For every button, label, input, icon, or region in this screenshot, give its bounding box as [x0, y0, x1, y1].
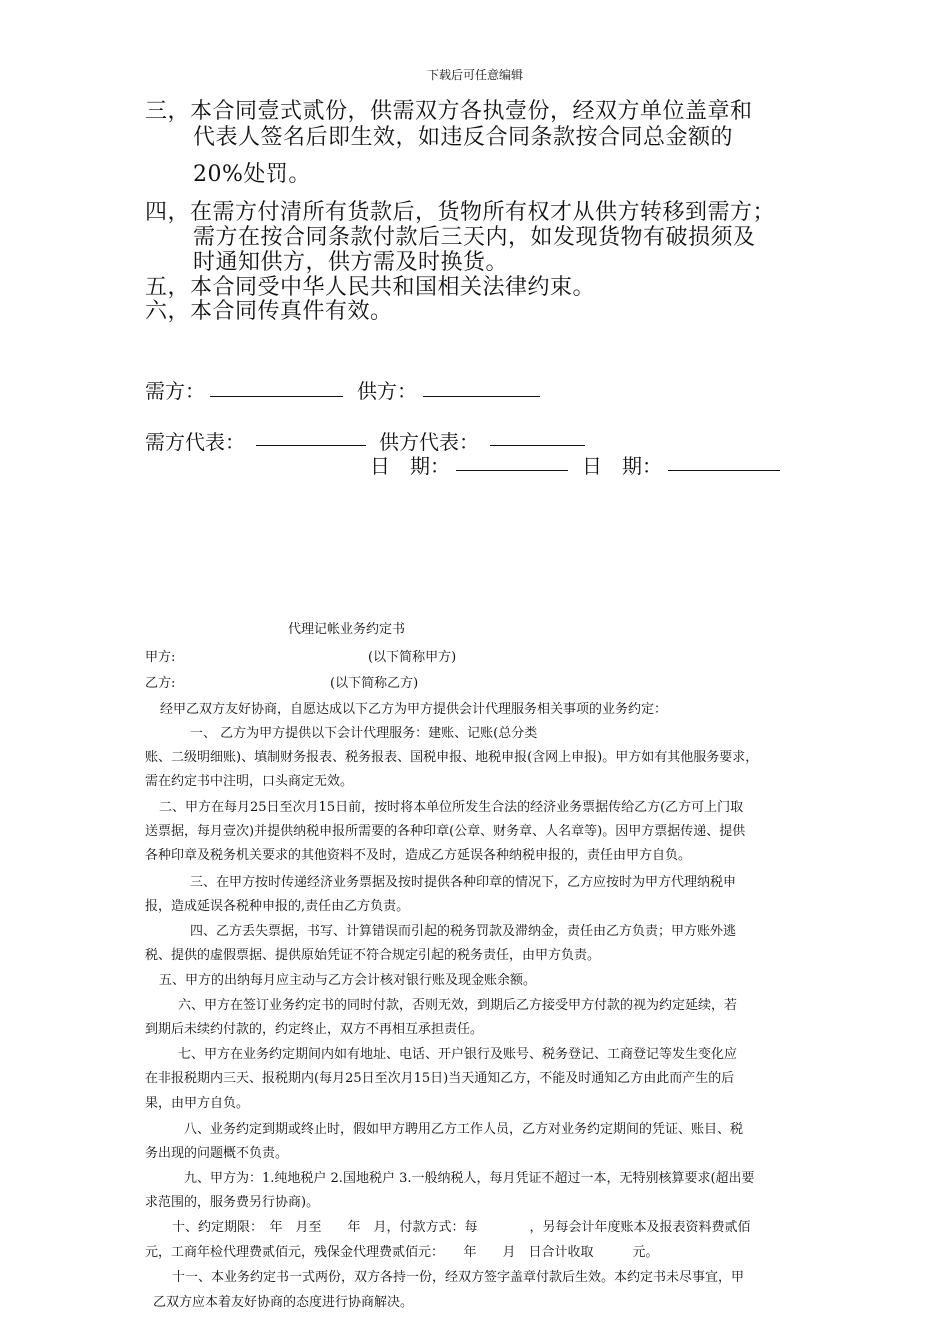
agreement-line: 元，工商年检代理费贰佰元，残保金代理费贰佰元： 年 月 日合计收取 元。	[145, 1245, 659, 1260]
buyer-label: 需方：	[145, 379, 205, 403]
agreement-line: 六、甲方在签订业务约定书的同时付款，否则无效，到期后乙方接受甲方付款的视为约定延续，若	[178, 998, 738, 1013]
agreement-line: 二、甲方在每月25日至次月15日前，按时将本单位所发生合法的经济业务票据传给乙方(乙方可上门取	[159, 800, 744, 815]
agreement-line: 十一、本业务约定书一式两份，双方各持一份，经双方签字盖章付款后生效。本约定书未尽事宜，甲	[172, 1270, 745, 1285]
clause-4-line-3: 时通知供方，供方需及时换货。	[193, 250, 509, 275]
clause-6: 六，本合同传真件有效。	[145, 299, 393, 324]
agreement-line: 九、甲方为：1.纯地税户 2.国地税户 3.一般纳税人，每月凭证不超过一本，无特别核算要求(超出要	[184, 1171, 755, 1186]
agreement-line: 乙双方应本着友好协商的态度进行协商解决。	[153, 1295, 414, 1310]
clause-3-line-3: 20%处罚。	[193, 162, 311, 187]
agreement-line: 求范围的，服务费另行协商)。	[145, 1195, 320, 1210]
party-b-note: (以下简称乙方)	[330, 676, 419, 691]
party-a-note: (以下简称甲方)	[368, 650, 457, 665]
agreement-line: 务出现的问题概不负责。	[145, 1146, 289, 1161]
agreement-line: 各种印章及税务机关要求的其他资料不及时，造成乙方延误各种纳税申报的，责任由甲方自负。	[145, 848, 692, 863]
date-label-1: 日 期：	[370, 454, 450, 478]
clause-4-line-1: 四，在需方付清所有货款后，货物所有权才从供方转移到需方；	[145, 200, 776, 225]
agreement-line: 税、提供的虚假票据、提供原始凭证不符合规定引起的税务责任，由甲方负责。	[145, 948, 601, 963]
page-header: 下载后可任意编辑	[426, 68, 523, 82]
agreement-line: 在非报税期内三天、报税期内(每月25日至次月15日)当天通知乙方，不能及时通知乙方由此而产生的后	[145, 1071, 735, 1086]
agreement-line: 果，由甲方自负。	[145, 1096, 250, 1111]
supplier-rep-label: 供方代表：	[379, 430, 479, 454]
buyer-rep-signature-line	[256, 445, 366, 446]
agreement-line: 八、业务约定到期或终止时，假如甲方聘用乙方工作人员，乙方对业务约定期间的凭证、账目、税	[184, 1122, 744, 1137]
supplier-label: 供方：	[357, 379, 417, 403]
buyer-signature-line	[210, 396, 343, 397]
clause-3-line-1: 三，本合同壹式贰份，供需双方各执壹份，经双方单位盖章和	[145, 99, 753, 124]
agreement-title: 代理记帐业务约定书	[288, 622, 406, 637]
agreement-line: 三、在甲方按时传递经济业务票据及按时提供各种印章的情况下，乙方应按时为甲方代理纳税申	[190, 875, 737, 890]
party-a-label: 甲方:	[145, 650, 176, 665]
agreement-line: 经甲乙双方友好协商，自愿达成以下乙方为甲方提供会计代理服务相关事项的业务约定：	[160, 702, 668, 717]
clause-3-line-2: 代表人签名后即生效，如违反合同条款按合同总金额的	[193, 125, 734, 150]
agreement-line: 到期后未续约付款的，约定终止，双方不再相互承担责任。	[145, 1022, 484, 1037]
agreement-line: 七、甲方在业务约定期间内如有地址、电话、开户银行及账号、税务登记、工商登记等发生变化应	[178, 1047, 738, 1062]
agreement-line: 一、 乙方为甲方提供以下会计代理服务：建账、记账(总分类	[190, 726, 538, 741]
supplier-signature-line	[423, 396, 540, 397]
date-line-2	[668, 470, 780, 471]
date-line-1	[456, 470, 568, 471]
agreement-line: 需在约定书中注明，口头商定无效。	[145, 774, 354, 789]
agreement-line: 四、乙方丢失票据，书写、计算错误而引起的税务罚款及滞纳金，责任由乙方负责；甲方账外逃	[190, 924, 737, 939]
buyer-rep-label: 需方代表：	[145, 430, 245, 454]
agreement-line: 十、约定期限： 年 月至 年 月，付款方式：每 ，另每会计年度账本及报表资料费贰佰	[172, 1220, 751, 1235]
clause-4-line-2: 需方在按合同条款付款后三天内，如发现货物有破损须及	[193, 225, 756, 250]
agreement-line: 五、甲方的出纳每月应主动与乙方会计核对银行账及现金账余额。	[159, 973, 537, 988]
agreement-line: 送票据，每月壹次)并提供纳税申报所需要的各种印章(公章、财务章、人名章等)。因甲方票据传递、提供	[145, 824, 746, 839]
agreement-line: 报，造成延误各税种申报的,责任由乙方负责。	[145, 899, 410, 914]
agreement-line: 账、二级明细账)、填制财务报表、税务报表、国税申报、地税申报(含网上申报)。甲方如有其他服务要求，	[145, 750, 759, 765]
date-label-2: 日 期：	[582, 454, 662, 478]
clause-5: 五，本合同受中华人民共和国相关法律约束。	[145, 275, 596, 300]
party-b-label: 乙方:	[145, 676, 176, 691]
supplier-rep-signature-line	[490, 445, 585, 446]
